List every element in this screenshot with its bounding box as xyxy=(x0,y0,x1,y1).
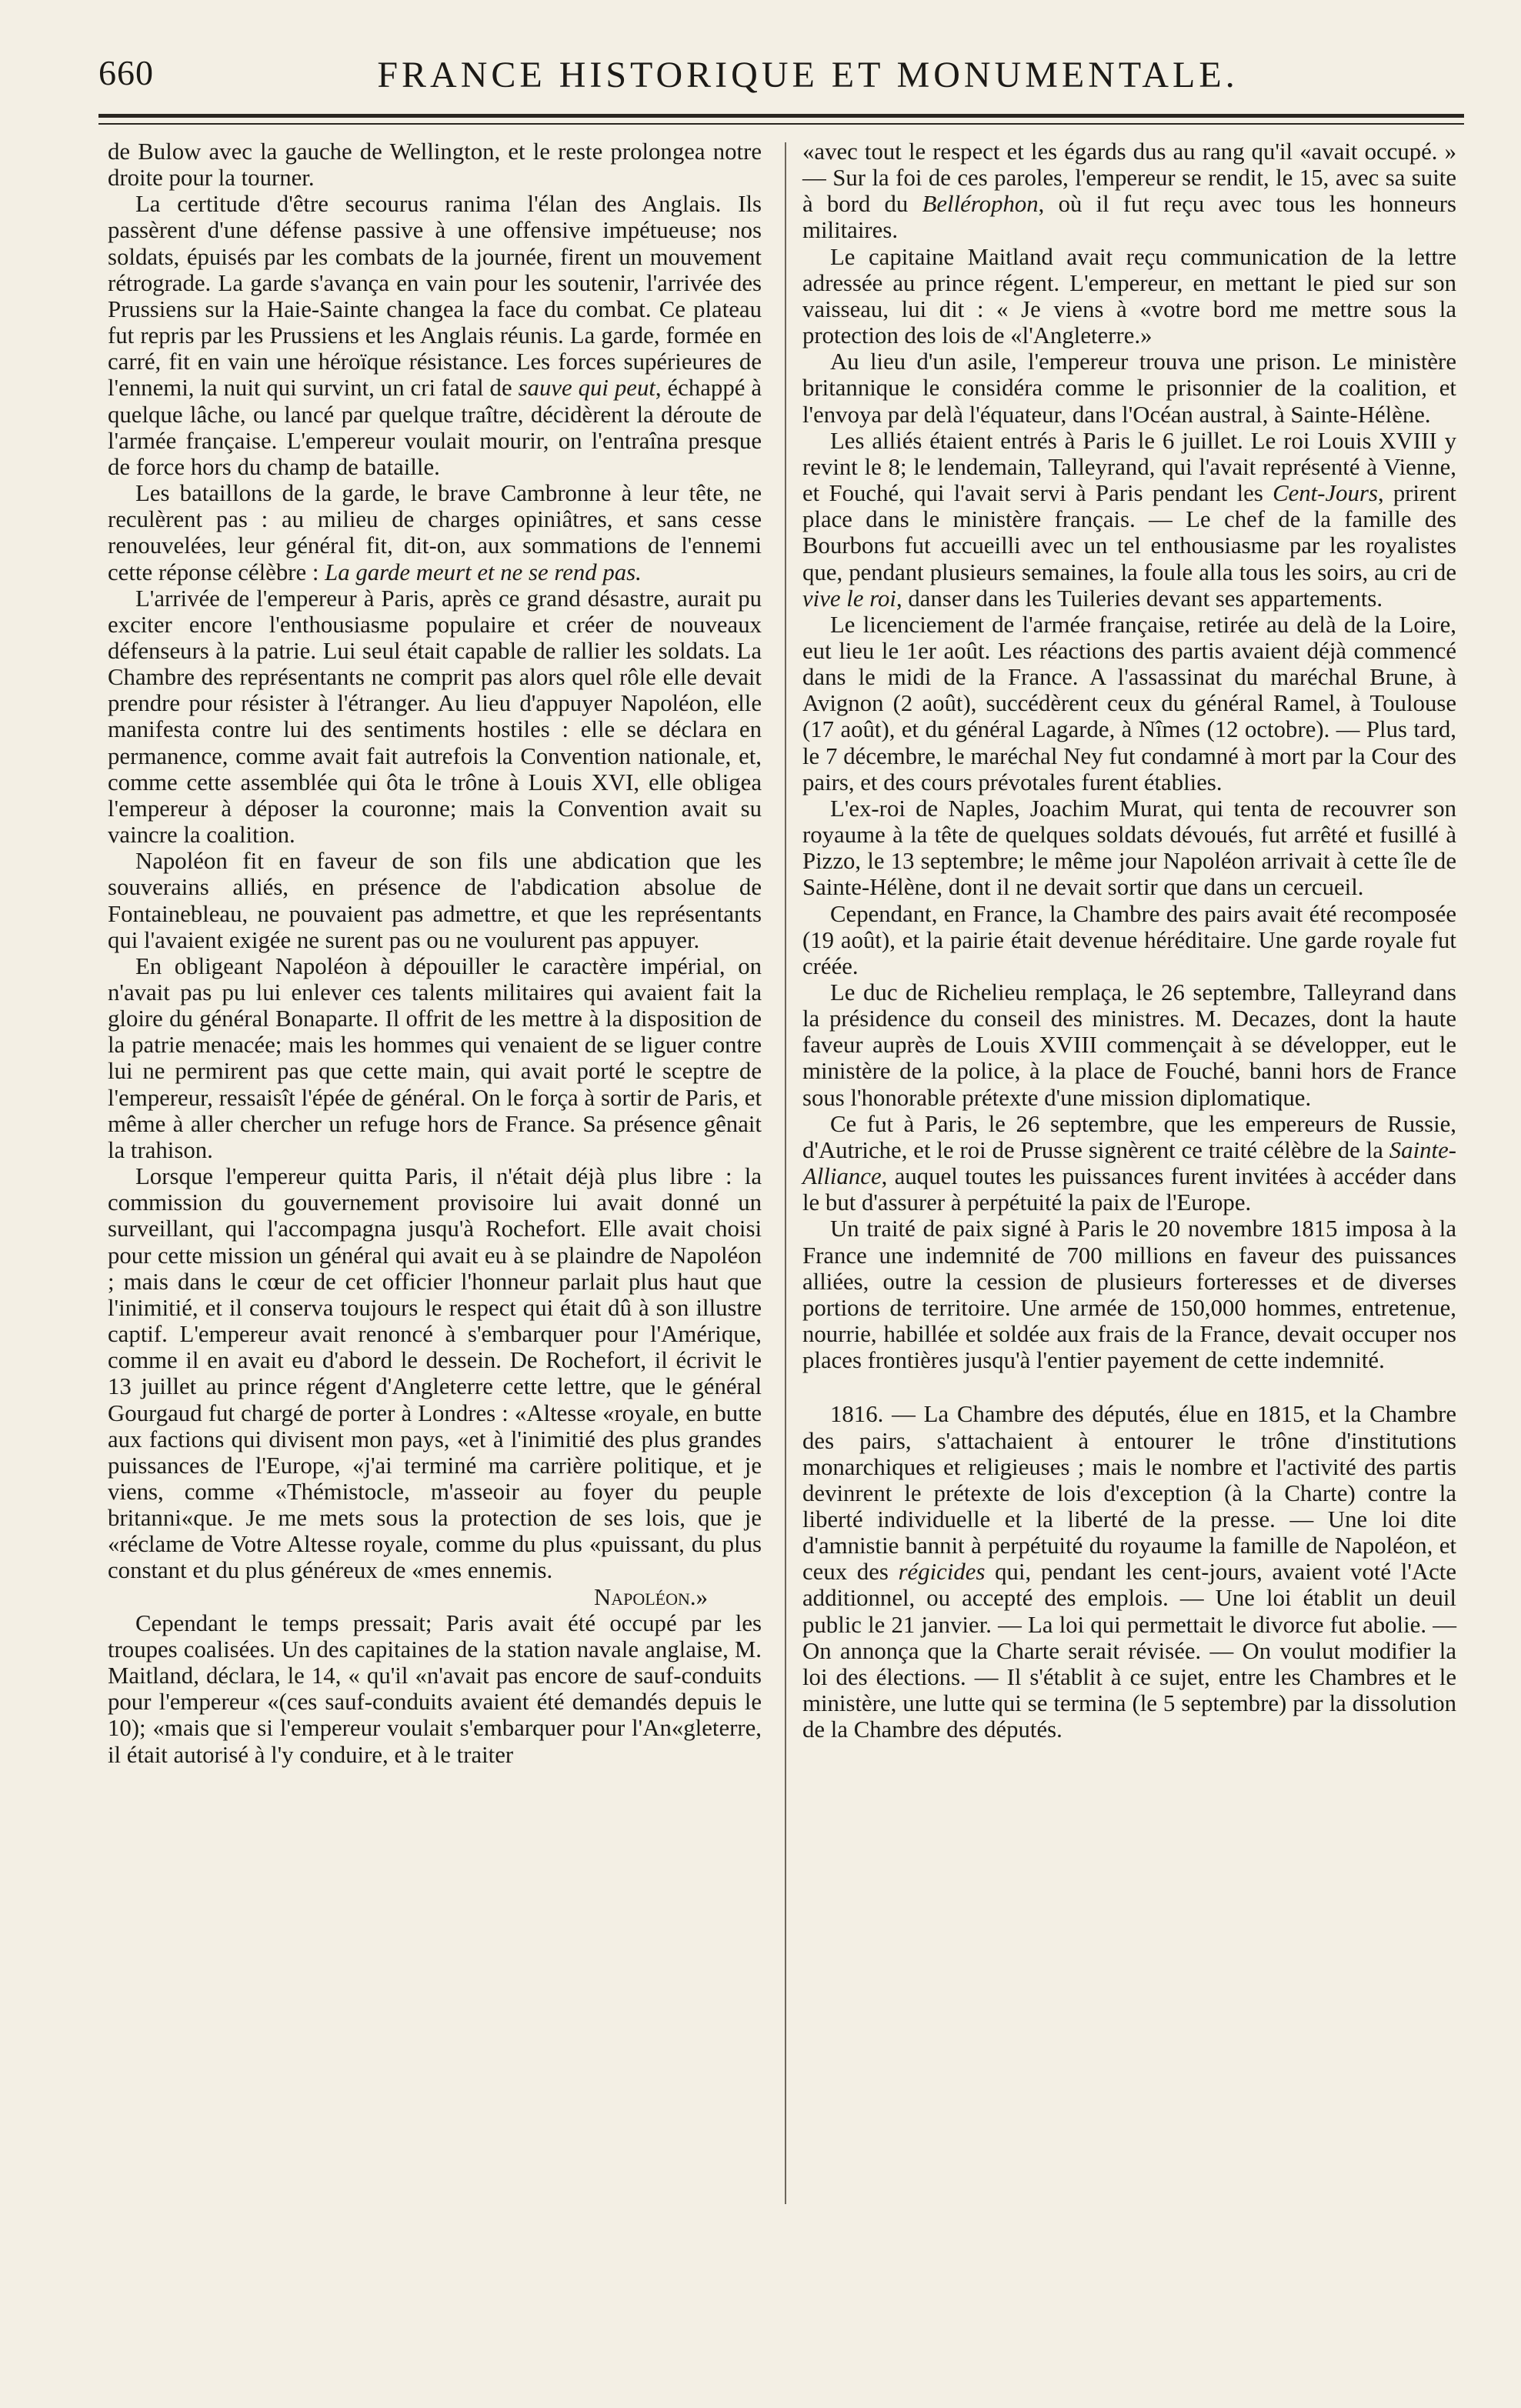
left-column xyxy=(108,138,762,1768)
column-divider xyxy=(785,142,786,2204)
paragraph: Le duc de Richelieu remplaça, le 26 septembre, Talleyrand dans la présidence du conseil des ministres. M. Decazes, dont la haute faveur auprès de Louis XVIII commençait à se développer, eut le ministère de la police, à la place de Fouché, banni hors de France sous l'honorable prétexte d'une mission diplomatique. xyxy=(802,979,1456,1111)
page-number: 660 xyxy=(98,53,154,92)
paragraph: Napoléon fit en faveur de son fils une abdication que les souverains alliés, en présence de l'abdication absolue de Fontainebleau, ne pouvaient pas admettre, et que les représentants qui l'avaient exigée ne surent pas ou ne voulurent pas appuyer. xyxy=(108,848,762,953)
paragraph: Un traité de paix signé à Paris le 20 novembre 1815 imposa à la France une indemnité de 700 millions en faveur des puissances alliées, outre la cession de plusieurs forteresses et de diverses portions de territoire. Une armée de 150,000 hommes, entretenue, nourrie, habillée et soldée aux frais de la France, devait occuper nos places frontières jusqu'à l'entier payement de cette indemnité. xyxy=(802,1216,1456,1374)
paragraph: En obligeant Napoléon à dépouiller le caractère impérial, on n'avait pas pu lui enlever ces talents militaires qui avaient fait la gloire du général Bonaparte. Il offrit de les mettre à la disposition de la patrie menacée; mais les hommes qui venaient de se liguer contre lui ne permirent pas que cette main, qui avait porté le sceptre de l'empereur, ressaisît l'épée de général. On le força à sortir de Paris, et même à aller chercher un refuge hors de France. Sa présence gênait la trahison. xyxy=(108,952,762,1163)
paragraph: Cependant le temps pressait; Paris avait été occupé par les troupes coalisées. Un des capitaines de la station navale anglaise, M. Maitland, déclara, le 14, « qu'il «n'avait pas encore de sauf-conduits pour l'empereur «(ces sauf-conduits avaient été demandés depuis le 10); «mais que si l'empereur voulait s'embarquer pour l'An«gleterre, il était autorisé à l'y conduire, et à le traiter xyxy=(108,1609,762,1768)
paragraph: Le capitaine Maitland avait reçu communication de la lettre adressée au prince régent. L'empereur, en mettant le pied sur son vaisseau, lui dit : « Je viens à «votre bord me mettre sous la protection des lois de «l'Angleterre.» xyxy=(802,243,1456,349)
paragraph: Lorsque l'empereur quitta Paris, il n'était déjà plus libre : la commission du gouvernement provisoire lui avait donné un surveillant, qui l'accompagna jusqu'à Rochefort. Elle avait choisi pour cette mission un général qui avait eu à se plaindre de Napoléon ; mais dans le cœur de cet officier l'honneur parlait plus haut que l'inimitié, et il conserva toujours le respect qui était dû à son illustre captif. L'empereur avait renoncé à s'embarquer pour l'Amérique, comme il en avait eu d'abord le dessein. De Rochefort, il écrivit le 13 juillet au prince régent d'Angleterre cette lettre, que le général Gourgaud fut chargé de porter à Londres : «Altesse «royale, en butte aux factions qui divisent mon pays, «et à l'inimitié des plus grandes puissances de l'Europe, «j'ai terminé ma carrière politique, et je viens, comme «Thémistocle, m'asseoir au foyer du peuple britanni«que. Je me mets sous la protection de ses lois, que je «réclame de Votre Altesse royale, comme du plus «puissant, du plus constant et du plus généreux de «mes ennemis. Napoléon.» xyxy=(108,1163,762,1610)
emphasis: Cent-Jours xyxy=(1273,480,1378,507)
header-rule-thick xyxy=(98,114,1464,118)
paragraph: Le licenciement de l'armée française, retirée au delà de la Loire, eut lieu le 1er août. Les réactions des partis avaient déjà commencé dans le midi de la France. A l'assassinat du maréchal Brune, à Avignon (2 août), succédèrent ceux du général Ramel, à Toulouse (17 août), et du général Lagarde, à Nîmes (12 octobre). — Plus tard, le 7 décembre, le maréchal Ney fut condamné à mort par la Cour des pairs, et des cours prévotales furent établies. xyxy=(802,611,1456,795)
paragraph-1816: 1816. — La Chambre des députés, élue en 1815, et la Chambre des pairs, s'attachaient à entourer le trône d'institutions monarchiques et religieuses ; mais le nombre et l'activité des partis devinrent le prétexte de lois d'exception (à la Charte) contre la liberté individuelle et la liberté de la presse. — Une loi dite d'amnistie bannit à perpétuité du royaume la famille de Napoléon, et ceux des régicides qui, pendant les cent-jours, avaient voté l'Acte additionnel, ou accepté des emplois. — Une loi établit un deuil public le 21 janvier. — La loi qui permettait le divorce fut abolie. — On annonça que la Charte serait révisée. — On voulut modifier la loi des élections. — Il s'établit à ce sujet, entre les Chambres et le ministère, une lutte qui se termina (le 5 septembre) par la dissolution de la Chambre des députés. xyxy=(802,1401,1457,1743)
paragraph: Les bataillons de la garde, le brave Cambronne à leur tête, ne reculèrent pas : au milieu de charges opiniâtres, et sans cesse renouvelées, leur général fit, dit-on, aux sommations de l'ennemi cette réponse célèbre : La garde meurt et ne se rend pas. xyxy=(108,480,762,585)
paragraph: de Bulow avec la gauche de Wellington, et le reste prolongea notre droite pour la tourner. xyxy=(108,138,762,192)
emphasis: Bellérophon xyxy=(922,191,1039,218)
letter-signature: Napoléon.» xyxy=(593,1583,708,1610)
header-rule-thin xyxy=(98,123,1464,125)
emphasis: Sainte-Alliance xyxy=(802,1136,1457,1190)
paragraph: Cependant, en France, la Chambre des pairs avait été recomposée (19 août), et la pairie était devenue héréditaire. Une garde royale fut créée. xyxy=(802,900,1456,979)
emphasis: régicides xyxy=(898,1559,986,1586)
paragraph: Au lieu d'un asile, l'empereur trouva une prison. Le ministère britannique le considéra comme le prisonnier de la coalition, et l'envoya par delà l'équateur, dans l'Océan austral, à Sainte-Hélène. xyxy=(802,349,1456,428)
running-head-title: FRANCE HISTORIQUE ET MONUMENTALE. xyxy=(377,55,1239,95)
emphasis: sauve qui peut xyxy=(518,375,655,402)
emphasis: vive le roi xyxy=(802,585,896,612)
right-column xyxy=(802,138,1456,1743)
paragraph: L'arrivée de l'empereur à Paris, après ce grand désastre, aurait pu exciter encore l'enthousiasme populaire et créer de nouveaux défenseurs à la patrie. Lui seul était capable de rallier les soldats. La Chambre des représentants ne comprit pas alors quel rôle elle devait prendre pour résister à l'étranger. Au lieu d'appuyer Napoléon, elle manifesta contre lui des sentiments hostiles : elle se déclara en permanence, comme avait fait autrefois la Convention nationale, et, comme cette assemblée qui ôta le trône à Louis XVI, elle obligea l'empereur à déposer la couronne; mais la Convention avait su vaincre la coalition. xyxy=(108,585,762,849)
paragraph: Les alliés étaient entrés à Paris le 6 juillet. Le roi Louis XVIII y revint le 8; le lendemain, Talleyrand, qui l'avait représenté à Vienne, et Fouché, qui l'avait servi à Paris pendant les Cent-Jours, prirent place dans le ministère français. — Le chef de la famille des Bourbons fut accueilli avec un tel enthousiasme par les royalistes que, pendant plusieurs semaines, la foule alla tous les soirs, au cri de vive le roi, danser dans les Tuileries devant ses appartements. xyxy=(802,427,1456,612)
paragraph: Ce fut à Paris, le 26 septembre, que les empereurs de Russie, d'Autriche, et le roi de Prusse signèrent ce traité célèbre de la Sainte-Alliance, auquel toutes les puissances furent invitées à accéder dans le but d'assurer à perpétuité la paix de l'Europe. xyxy=(802,1110,1457,1216)
paragraph: La certitude d'être secourus ranima l'élan des Anglais. Ils passèrent d'une défense passive à une offensive impétueuse; nos soldats, épuisés par les combats de la journée, firent un mouvement rétrograde. La garde s'avança en vain pour les soutenir, l'arrivée des Prussiens sur la Haie-Sainte changea la face du combat. Ce plateau fut repris par les Prussiens et les Anglais réunis. La garde, formée en carré, fit en vain une héroïque résistance. Les forces supérieures de l'ennemi, la nuit qui survint, un cri fatal de sauve qui peut, échappé à quelque lâche, ou lancé par quelque traître, décidèrent la déroute de l'armée française. L'empereur voulait mourir, on l'entraîna presque de force hors du champ de bataille. xyxy=(108,191,762,480)
emphasis: La garde meurt et ne se rend pas. xyxy=(325,559,642,585)
paragraph: «avec tout le respect et les égards dus au rang qu'il «avait occupé. » — Sur la foi de ces paroles, l'empereur se rendit, le 15, avec sa suite à bord du Bellérophon, où il fut reçu avec tous les honneurs militaires. xyxy=(802,138,1457,244)
paragraph: L'ex-roi de Naples, Joachim Murat, qui tenta de recouvrer son royaume à la tête de quelques soldats dévoués, fut arrêté et fusillé à Pizzo, le 13 septembre; le même jour Napoléon arrivait à cette île de Sainte-Hélène, dont il ne devait sortir que dans un cercueil. xyxy=(802,795,1456,901)
